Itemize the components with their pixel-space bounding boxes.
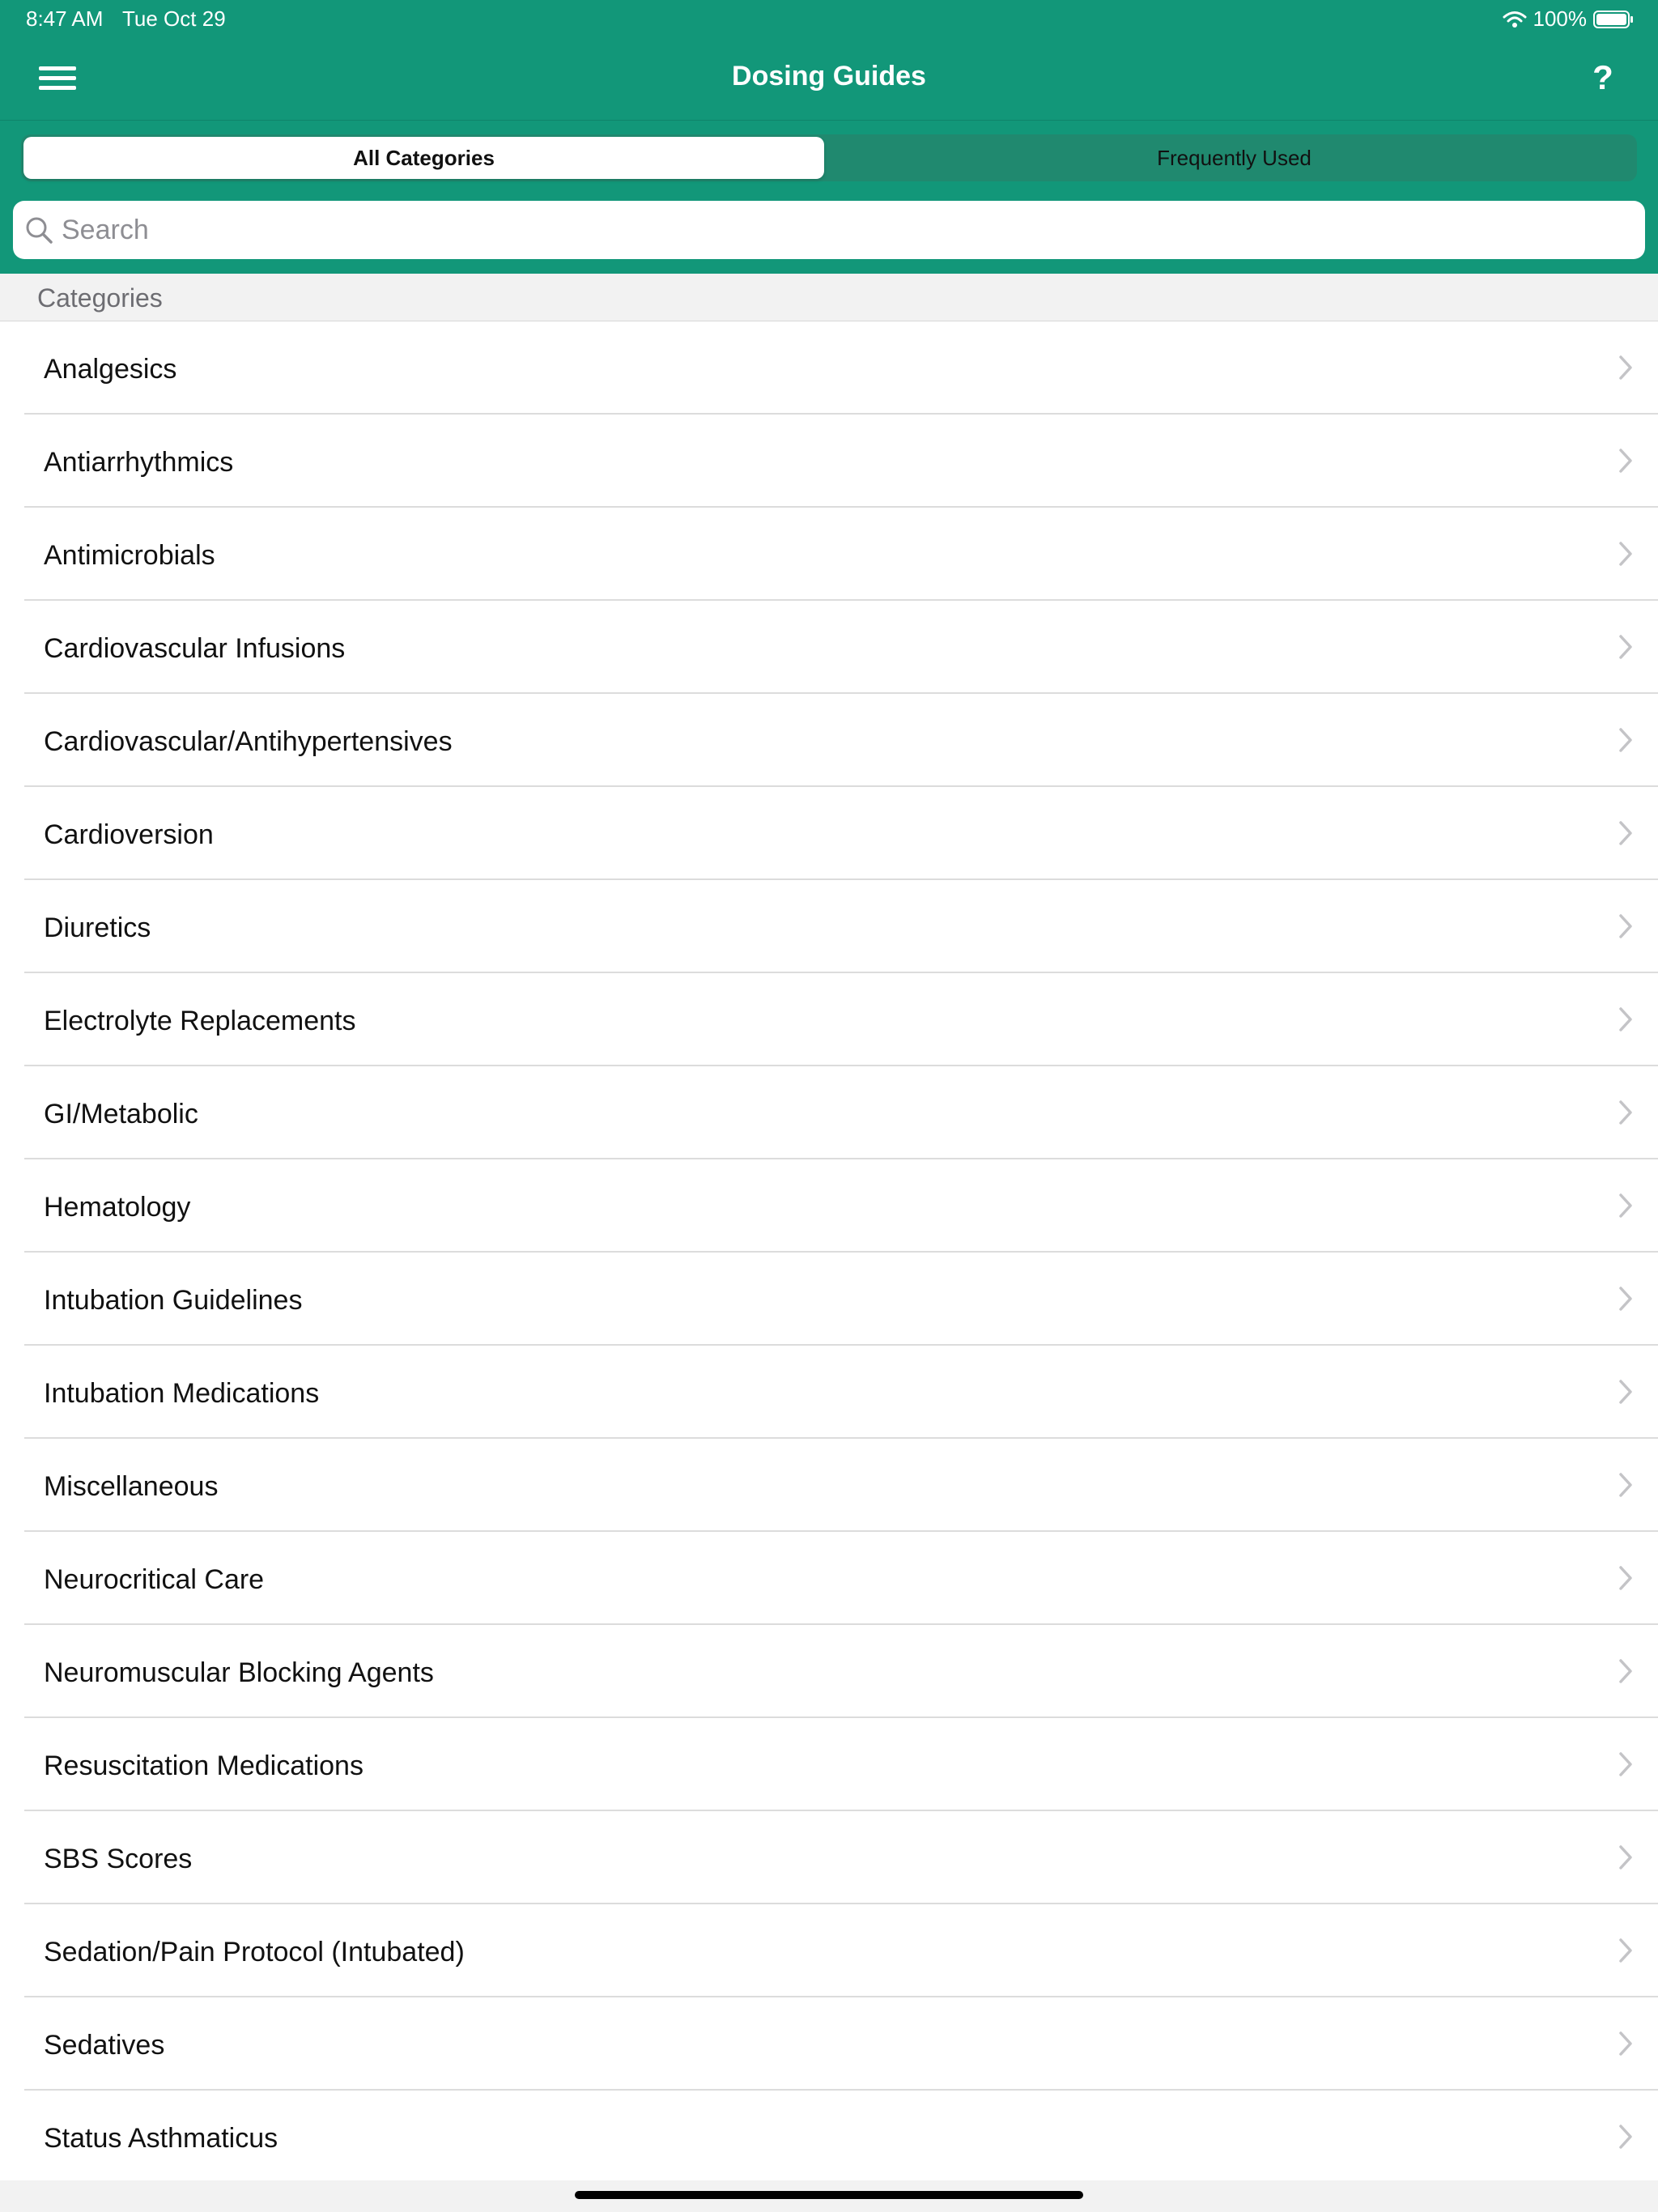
list-item[interactable] <box>0 2091 1658 2184</box>
list-item-label: Neuromuscular Blocking Agents <box>44 1657 434 1688</box>
list-item-label: Intubation Medications <box>44 1378 320 1409</box>
list-item[interactable] <box>0 973 1658 1066</box>
list-item[interactable] <box>0 1532 1658 1625</box>
search-input[interactable] <box>62 207 1600 253</box>
list-item[interactable] <box>0 694 1658 787</box>
chevron-right-icon <box>1618 2030 1634 2057</box>
list-item-label: Diuretics <box>44 912 151 943</box>
battery-icon <box>1593 10 1634 29</box>
list-item[interactable] <box>0 880 1658 973</box>
chevron-right-icon <box>1618 819 1634 847</box>
list-item-label: Electrolyte Replacements <box>44 1006 356 1036</box>
home-indicator[interactable] <box>575 2191 1083 2199</box>
chevron-right-icon <box>1618 633 1634 661</box>
chevron-right-icon <box>1618 1750 1634 1778</box>
chevron-right-icon <box>1618 1937 1634 1964</box>
search-icon <box>24 215 55 246</box>
list-item[interactable] <box>0 508 1658 601</box>
chevron-right-icon <box>1618 726 1634 754</box>
list-item[interactable] <box>0 1159 1658 1253</box>
chevron-right-icon <box>1618 1192 1634 1219</box>
chevron-right-icon <box>1618 1471 1634 1499</box>
chevron-right-icon <box>1618 912 1634 940</box>
status-bar <box>0 0 1658 37</box>
wifi-icon <box>1503 11 1527 28</box>
page-title: Dosing Guides <box>732 61 926 91</box>
list-item[interactable] <box>0 1066 1658 1159</box>
list-item-label: Analgesics <box>44 354 177 385</box>
list-item-label: Hematology <box>44 1192 191 1223</box>
status-indicators <box>1503 6 1635 32</box>
list-item-label: Sedation/Pain Protocol (Intubated) <box>44 1937 465 1967</box>
list-item[interactable] <box>0 1346 1658 1439</box>
list-item[interactable] <box>0 1811 1658 1904</box>
list-item[interactable] <box>0 1253 1658 1346</box>
list-item-label: SBS Scores <box>44 1844 193 1874</box>
status-time: 8:47 AM <box>26 6 104 31</box>
section-header <box>0 274 1658 321</box>
list-item-label: GI/Metabolic <box>44 1099 198 1129</box>
category-segmented-control <box>21 134 1637 181</box>
list-item[interactable] <box>0 787 1658 880</box>
list-item[interactable] <box>0 415 1658 508</box>
list-item[interactable] <box>0 1718 1658 1811</box>
list-item-label: Status Asthmaticus <box>44 2123 278 2154</box>
battery-percentage: 100% <box>1533 6 1587 31</box>
help-button[interactable]: ? <box>1592 58 1613 96</box>
chevron-right-icon <box>1618 447 1634 474</box>
list-item-label: Cardiovascular Infusions <box>44 633 346 664</box>
list-item[interactable] <box>0 601 1658 694</box>
chevron-right-icon <box>1618 1657 1634 1685</box>
list-item[interactable] <box>0 1439 1658 1532</box>
list-item[interactable] <box>0 1625 1658 1718</box>
chevron-right-icon <box>1618 1844 1634 1871</box>
chevron-right-icon <box>1618 1564 1634 1592</box>
list-item[interactable] <box>0 1904 1658 1997</box>
list-item-label: Sedatives <box>44 2030 165 2061</box>
chevron-right-icon <box>1618 1285 1634 1312</box>
chevron-right-icon <box>1618 2123 1634 2150</box>
list-item-label: Cardioversion <box>44 819 214 850</box>
chevron-right-icon <box>1618 1006 1634 1033</box>
list-item[interactable] <box>0 1997 1658 2091</box>
list-item-label: Miscellaneous <box>44 1471 219 1502</box>
section-title: Categories <box>37 283 163 313</box>
chevron-right-icon <box>1618 354 1634 381</box>
navigation-bar <box>0 37 1658 121</box>
chevron-right-icon <box>1618 1099 1634 1126</box>
search-bar <box>13 201 1645 259</box>
list-item-label: Neurocritical Care <box>44 1564 265 1595</box>
tab-frequently-used[interactable]: Frequently Used <box>1157 146 1312 170</box>
chevron-right-icon <box>1618 540 1634 568</box>
status-date: Tue Oct 29 <box>122 6 226 31</box>
tab-all-categories[interactable]: All Categories <box>23 137 824 179</box>
list-item[interactable] <box>0 321 1658 415</box>
list-item-label: Antiarrhythmics <box>44 447 234 478</box>
list-item-label: Resuscitation Medications <box>44 1750 363 1781</box>
category-list <box>0 321 1658 2184</box>
chevron-right-icon <box>1618 1378 1634 1406</box>
list-item-label: Cardiovascular/Antihypertensives <box>44 726 453 757</box>
list-item-label: Antimicrobials <box>44 540 215 571</box>
list-item-label: Intubation Guidelines <box>44 1285 303 1316</box>
